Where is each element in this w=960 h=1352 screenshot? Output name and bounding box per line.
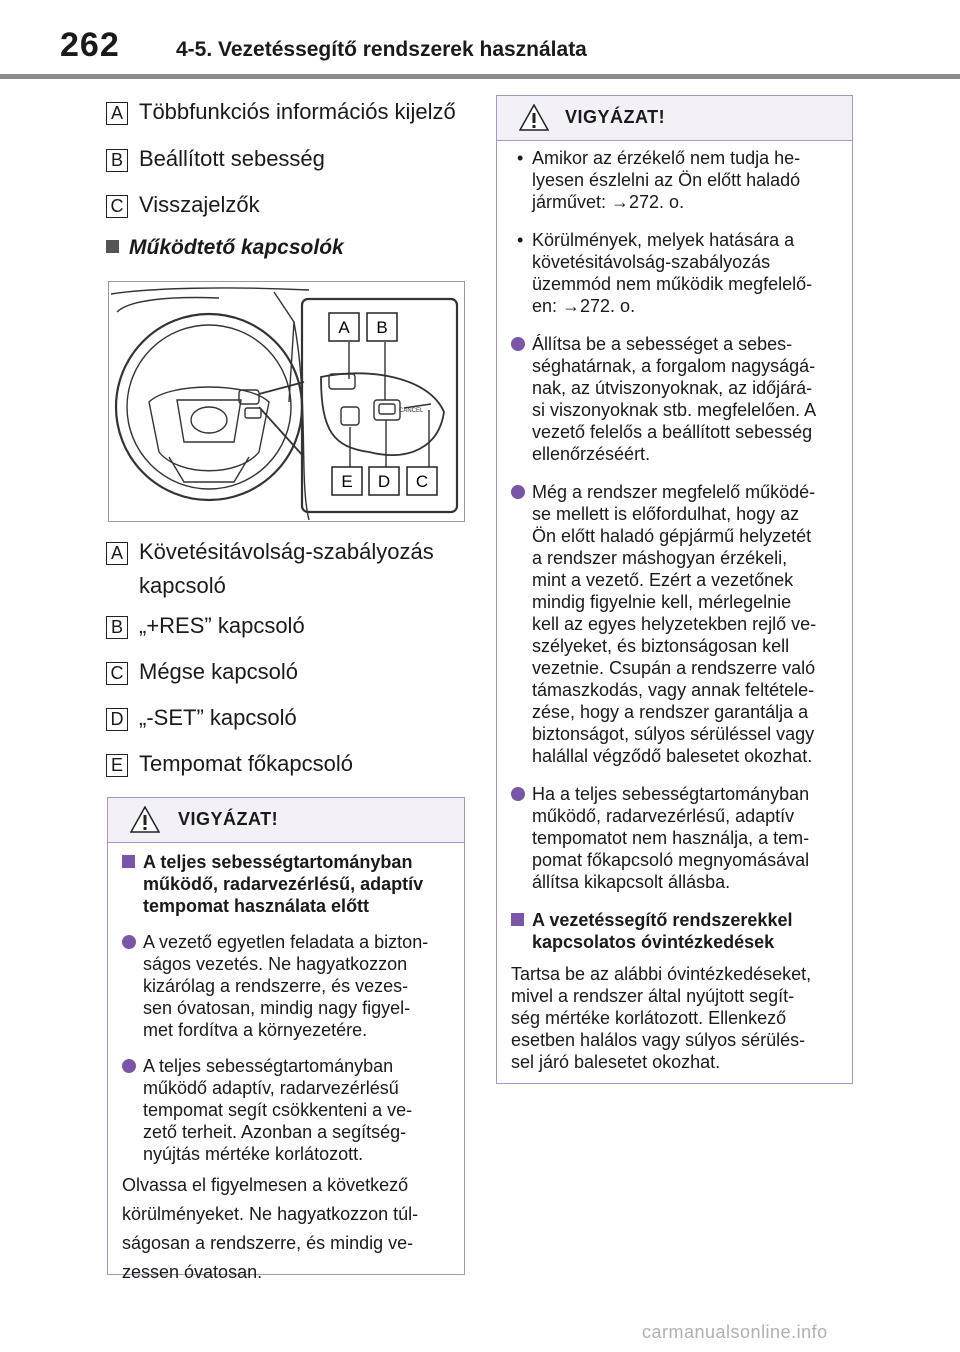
warning-bullet: A vezető egyetlen feladata a bizton- ságos vezetés. Ne hagyatkozzon kizárólag a rendszerre, és vezes- sen óvatosan, mindig nagy figyel- met fordítva a környezetére. [122,931,450,1041]
label-text: Visszajelzők [139,192,260,217]
page-number: 262 [60,26,120,64]
switch-label-b [106,614,305,643]
label-text: Tempomat főkapcsoló [139,751,353,776]
warning-header [108,798,464,843]
display-label-c [106,193,260,222]
page-header [0,0,960,80]
label-tag: B [106,149,128,172]
callout-d: D [377,472,391,491]
warning-heading: A teljes sebességtartományban működő, radarvezérlésű, adaptív tempomat használata előtt [122,851,450,917]
warning-dash-item: • Körülmények, melyek hatására a követésitávolság-szabályozás üzemmód nem működik megfelelő- en: →272. o. [517,230,813,316]
label-tag: E [106,754,128,777]
square-bullet-icon [511,913,524,926]
callout-b: B [376,318,388,337]
warning-triangle-icon [130,806,160,833]
warning-bullet: Állítsa be a sebességet a sebes- séghatárnak, a forgalom nagyságá- nak, az útviszonyoknak, az időjárá- si viszonyoknak stb. megfelelően. A vezető felelős a beállított sebesség ellenőrzéséért. [511,333,838,465]
switch-label-d [106,706,297,735]
header-rule [0,74,960,79]
label-text: Követésitávolság-szabályozás [139,539,434,564]
label-text: „+RES” kapcsoló [139,613,305,638]
label-tag: A [106,102,128,125]
label-text: Többfunkciós információs kijelző [139,99,456,124]
chapter-title: 4-5. Vezetéssegítő rendszerek használata [176,38,587,61]
warning-bullet: Ha a teljes sebességtartományban működő, radarvezérlésű, adaptív tempomatot nem használja, a tem- pomat főkapcsoló megnyomásával állítsa kikapcsolt állásba. [511,783,838,893]
warning-bullet: A teljes sebességtartományban működő adaptív, radarvezérlésű tempomat segít csökkenteni a ve- zető terheit. Azonban a segítség- nyújtás mértéke korlátozott. [122,1055,450,1165]
warning-dash-item: • Amikor az érzékelő nem tudja he- lyesen észlelni az Ön előtt haladó járművet: →272. o. [517,148,801,212]
steering-wheel-illustration [109,282,464,521]
label-tag: C [106,662,128,685]
cancel-text: CANCEL [399,408,424,414]
switch-label-c [106,660,298,689]
warning-triangle-icon [519,104,549,131]
round-bullet-icon [511,485,525,499]
round-bullet-icon [122,935,136,949]
label-text: Mégse kapcsoló [139,659,298,684]
switch-label-a [106,540,434,603]
label-tag: D [106,708,128,731]
warning-header [497,96,852,141]
section-title [106,236,344,260]
display-label-b [106,147,325,176]
display-label-a [106,100,456,129]
square-bullet-icon [122,855,135,868]
warning-paragraph: Olvassa el figyelmesen a következő körülményeket. Ne hagyatkozzon túl- ságosan a rendszerre, és mindig ve- zessen óvatosan. [122,1175,419,1282]
warning-box-right [496,95,853,1084]
label-tag: C [106,195,128,218]
round-bullet-icon [511,787,525,801]
label-text: „-SET” kapcsoló [139,705,297,730]
label-tag: A [106,542,128,565]
switch-label-e [106,752,353,781]
watermark: carmanualsonline.info [642,1322,828,1342]
label-text: kapcsoló [139,573,226,598]
callout-e: E [341,472,353,491]
warning-heading: A vezetéssegítő rendszerekkel kapcsolatos óvintézkedések [511,909,838,953]
warning-title: VIGYÁZAT! [565,107,666,127]
section-square-icon [106,240,119,253]
steering-wheel-figure [108,281,465,522]
callout-c: C [415,472,429,491]
label-tag: B [106,616,128,639]
warning-bullet: Még a rendszer megfelelő működé- se mellett is előfordulhat, hogy az Ön előtt haladó gépjármű helyzetét a rendszer máshogyan érzékeli, mint a vezető. Ezért a vezetőnek mindig figyelnie kell, mérlegelnie kell az egyes helyzetekben rejlő ve- szélyeket, és biztonságosan kell vezetnie. Csupán a rendszerre való támaszkodás, vagy annak feltétele- zése, hogy a rendszer garantálja a biztonságot, súlyos sérüléssel vagy halállal végződő balesetet okozhat. [511,481,838,767]
round-bullet-icon [511,337,525,351]
round-bullet-icon [122,1059,136,1073]
label-text: Beállított sebesség [139,146,325,171]
warning-title: VIGYÁZAT! [178,809,279,829]
warning-box-left [107,797,465,1282]
callout-a: A [338,318,350,337]
warning-paragraph: Tartsa be az alábbi óvintézkedéseket, mivel a rendszer által nyújtott segít- ség mértéke korlátozott. Ellenkező esetben halálos vagy súlyos sérülés- sel járó balesetet okozhat. [511,964,812,1072]
section-title-text: Működtető kapcsolók [129,236,344,259]
